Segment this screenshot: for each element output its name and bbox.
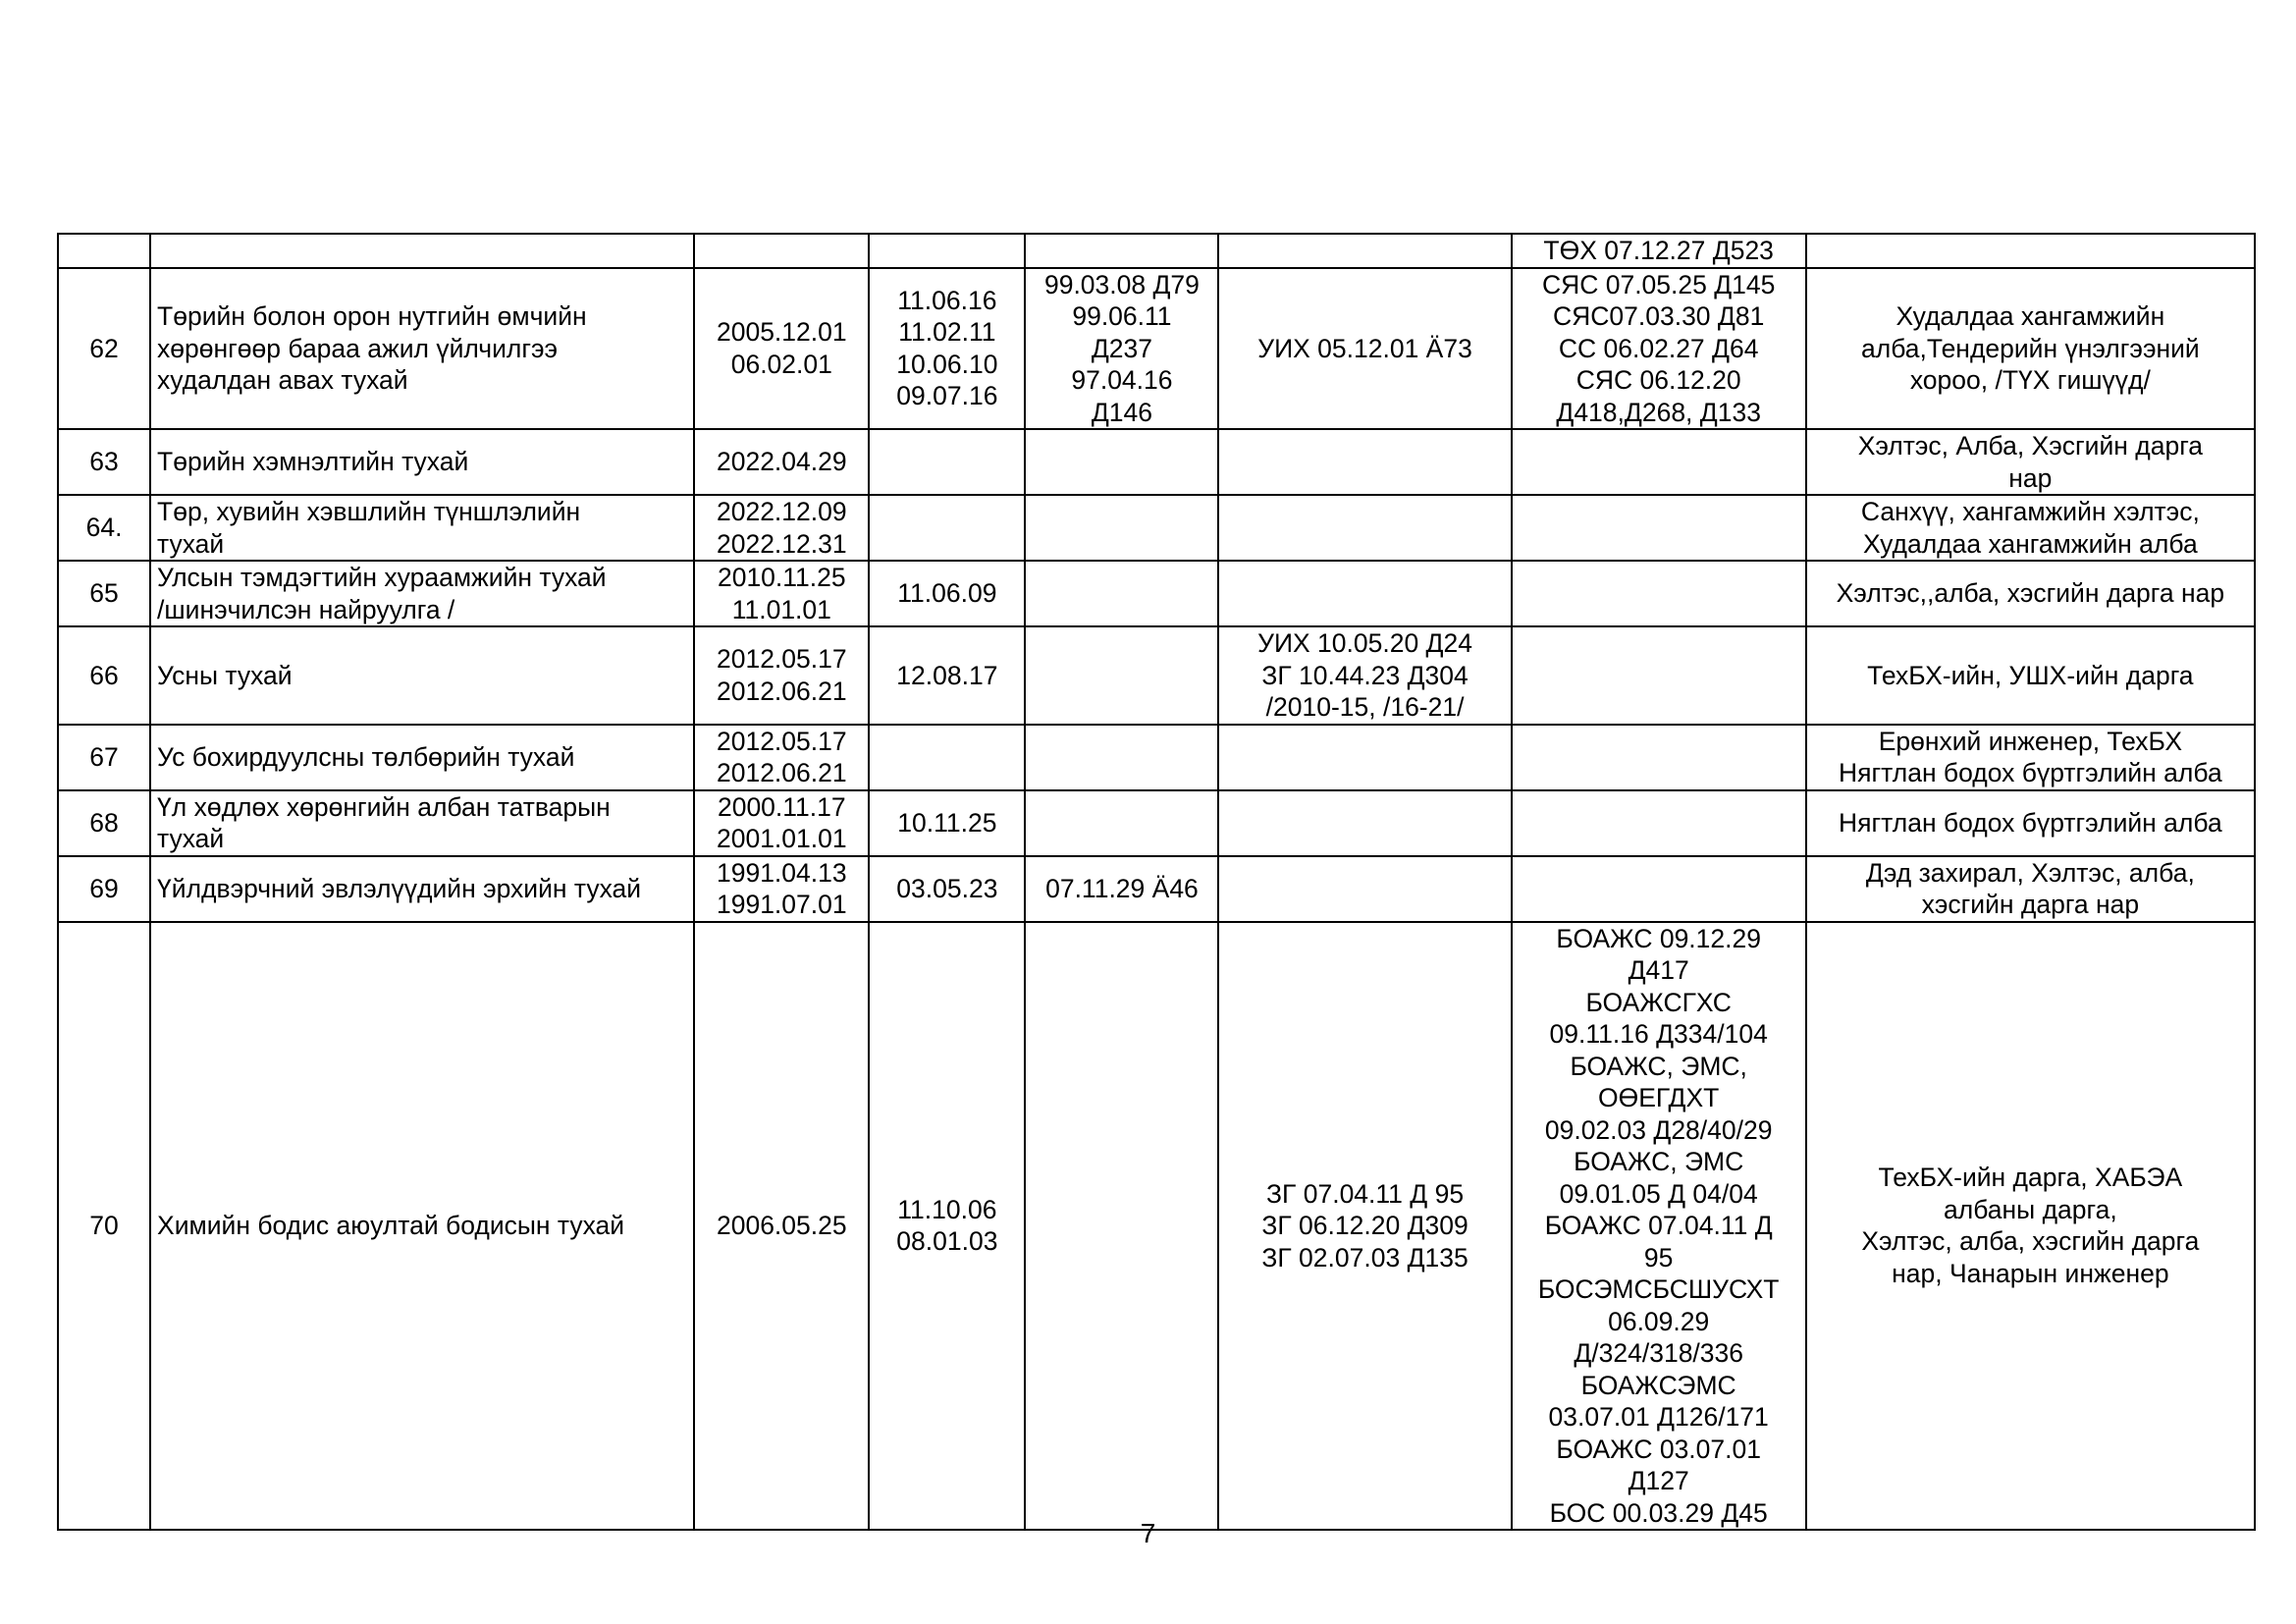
cell-text-line: Улсын тэмдэгтийн хураамжийн тухай (157, 563, 607, 592)
table-row (58, 429, 2255, 495)
cell-text-line: БОАЖС 03.07.01 (1556, 1434, 1761, 1464)
cell-text-line: тухай (157, 528, 225, 559)
law-title-cell (150, 429, 694, 495)
adopted-effective-dates-cell (694, 790, 869, 856)
cell-text-line: 99.06.11 (1072, 301, 1172, 331)
cell-text-line: худалдан авах тухай (157, 365, 408, 395)
amendment-dates-cell (869, 922, 1025, 1531)
law-title-cell (150, 725, 694, 790)
law-title-cell (150, 626, 694, 725)
cell-text-line: Хэлтэс, алба, хэсгийн дарга (1861, 1226, 2200, 1257)
amendment-dates-cell (869, 234, 1025, 268)
row-number-cell (58, 790, 150, 856)
cell-text-line: /2010-15, /16-21/ (1265, 692, 1465, 722)
cell-text-line: ТехБХ-ийн, УШХ-ийн дарга (1867, 660, 2194, 690)
cell-text-line: 2022.04.29 (716, 447, 847, 477)
cell-text-line: нар, Чанарын инженер (1892, 1258, 2169, 1288)
government-resolution-cell (1218, 561, 1511, 626)
amendment-dates-cell (869, 495, 1025, 561)
law-title-cell (150, 790, 694, 856)
cell-text-line: БОС 00.03.29 Д45 (1549, 1497, 1768, 1528)
cell-text-line: БОАЖС 07.04.11 Д (1544, 1211, 1773, 1240)
row-number-cell (58, 429, 150, 495)
cell-text-line: 2012.06.21 (716, 758, 847, 787)
amendment-dates-cell (869, 626, 1025, 725)
cell-text-line: Д237 (1091, 333, 1153, 363)
related-decision-cell (1025, 725, 1218, 790)
cell-text-line: 95 (1643, 1242, 1674, 1272)
related-decision-cell (1025, 922, 1218, 1531)
ministry-order-cell (1512, 790, 1806, 856)
law-title-cell (150, 268, 694, 430)
row-number-cell (58, 234, 150, 268)
adopted-effective-dates-cell (694, 268, 869, 430)
cell-text: 69 (89, 873, 119, 903)
cell-text-line: 99.03.08 Д79 (1043, 269, 1200, 299)
row-number-cell (58, 922, 150, 1531)
cell-text-line: /шинэчилсэн найруулга / (157, 594, 455, 624)
cell-text: 68 (89, 807, 119, 838)
responsible-unit-cell (1806, 856, 2255, 922)
responsible-unit-cell (1806, 626, 2255, 725)
related-decision-cell (1025, 234, 1218, 268)
cell-text-line: нар (2008, 462, 2053, 493)
cell-text-line: ОӨЕГДХТ (1598, 1083, 1720, 1112)
cell-text-line: 11.10.06 (897, 1194, 997, 1224)
cell-text-line: Төр, хувийн хэвшлийн түншлэлийн (157, 497, 581, 526)
row-number-cell (58, 725, 150, 790)
related-decision-cell (1025, 856, 1218, 922)
table-row (58, 725, 2255, 790)
cell-text-line: УИХ 10.05.20 Д24 (1257, 628, 1472, 658)
cell-text-line: Ерөнхий инженер, ТехБХ (1878, 726, 2183, 756)
responsible-unit-cell (1806, 561, 2255, 626)
table-row (58, 268, 2255, 430)
amendment-dates-cell (869, 790, 1025, 856)
related-decision-cell (1025, 268, 1218, 430)
government-resolution-cell (1218, 922, 1511, 1531)
cell-text-line: 09.07.16 (896, 381, 998, 411)
ministry-order-cell (1512, 561, 1806, 626)
cell-text-line: Усны тухай (157, 660, 293, 690)
cell-text-line: 11.06.09 (897, 578, 997, 609)
cell-text-line: 11.01.01 (731, 594, 831, 624)
related-decision-cell (1025, 495, 1218, 561)
cell-text: 70 (89, 1211, 119, 1240)
cell-text-line: ТӨХ 07.12.27 Д523 (1543, 236, 1774, 265)
row-number-cell (58, 495, 150, 561)
table-row (58, 234, 2255, 268)
cell-text-line: ЗГ 02.07.03 Д135 (1261, 1242, 1468, 1272)
cell-text-line: 2006.05.25 (716, 1211, 847, 1240)
cell-text-line: Д/324/318/336 (1574, 1338, 1744, 1368)
cell-text-line: БОАЖСЭМС (1580, 1370, 1736, 1400)
cell-text-line: 10.06.10 (896, 349, 998, 379)
cell-text: 62 (89, 333, 119, 363)
amendment-dates-cell (869, 856, 1025, 922)
government-resolution-cell (1218, 856, 1511, 922)
law-title-cell (150, 234, 694, 268)
row-number-cell (58, 856, 150, 922)
cell-text-line: СЯС 07.05.25 Д145 (1541, 269, 1776, 299)
ministry-order-cell (1512, 268, 1806, 430)
ministry-order-cell (1512, 922, 1806, 1531)
cell-text-line: Худалдаа хангамжийн (1896, 301, 2165, 331)
cell-text-line: БОАЖС, ЭМС (1574, 1147, 1744, 1176)
cell-text-line: Д127 (1628, 1466, 1689, 1495)
table-row (58, 495, 2255, 561)
cell-text: 63 (89, 447, 119, 477)
cell-text-line: 2022.12.31 (716, 528, 847, 559)
cell-text-line: 2012.06.21 (716, 676, 847, 706)
law-title-cell (150, 922, 694, 1531)
cell-text-line: Худалдаа хангамжийн алба (1863, 528, 2198, 559)
adopted-effective-dates-cell (694, 561, 869, 626)
cell-text-line: Нягтлан бодох бүртгэлийн алба (1839, 807, 2222, 838)
cell-text-line: СЯС 06.12.20 (1575, 365, 1741, 395)
cell-text-line: БОАЖС 09.12.29 (1556, 923, 1761, 953)
cell-text-line: 2012.05.17 (716, 644, 847, 675)
cell-text-line: тухай (157, 824, 225, 853)
government-resolution-cell (1218, 429, 1511, 495)
cell-text-line: Д417 (1628, 955, 1689, 985)
ministry-order-cell (1512, 429, 1806, 495)
cell-text-line: 1991.07.01 (716, 890, 847, 919)
cell-text: 65 (89, 578, 119, 609)
amendment-dates-cell (869, 561, 1025, 626)
ministry-order-cell (1512, 626, 1806, 725)
cell-text-line: Химийн бодис аюултай бодисын тухай (157, 1211, 625, 1240)
cell-text-line: 08.01.03 (896, 1226, 998, 1257)
cell-text-line: 12.08.17 (896, 660, 998, 690)
government-resolution-cell (1218, 725, 1511, 790)
cell-text-line: 10.11.25 (897, 807, 997, 838)
cell-text-line: хороо, /ТҮХ гишүүд/ (1909, 365, 2151, 395)
table-row (58, 856, 2255, 922)
adopted-effective-dates-cell (694, 495, 869, 561)
government-resolution-cell (1218, 626, 1511, 725)
cell-text-line: 09.11.16 Д334/104 (1549, 1019, 1768, 1049)
government-resolution-cell (1218, 790, 1511, 856)
responsible-unit-cell (1806, 725, 2255, 790)
cell-text-line: БОАЖС, ЭМС, (1570, 1051, 1747, 1081)
cell-text-line: 97.04.16 (1071, 365, 1173, 395)
cell-text-line: 11.06.16 (897, 285, 997, 315)
cell-text-line: 2005.12.01 (716, 317, 847, 348)
cell-text-line: Нягтлан бодох бүртгэлийн алба (1839, 758, 2222, 787)
cell-text-line: УИХ 05.12.01 Ä73 (1257, 333, 1472, 363)
table-row (58, 790, 2255, 856)
responsible-unit-cell (1806, 922, 2255, 1531)
adopted-effective-dates-cell (694, 626, 869, 725)
cell-text: 64. (85, 513, 123, 543)
cell-text: 66 (89, 660, 119, 690)
ministry-order-cell (1512, 495, 1806, 561)
amendment-dates-cell (869, 429, 1025, 495)
ministry-order-cell (1512, 725, 1806, 790)
cell-text-line: 2022.12.09 (716, 497, 847, 526)
cell-text-line: албаны дарга, (1944, 1194, 2117, 1224)
ministry-order-cell (1512, 234, 1806, 268)
cell-text-line: Хэлтэс,,алба, хэсгийн дарга нар (1836, 578, 2225, 609)
cell-text-line: 03.05.23 (896, 873, 998, 903)
cell-text-line: 07.11.29 Ä46 (1045, 873, 1199, 903)
related-decision-cell (1025, 790, 1218, 856)
cell-text-line: БОАЖСГХС (1585, 987, 1732, 1017)
cell-text-line: 11.02.11 (898, 317, 996, 348)
cell-text-line: Ус бохирдуулсны төлбөрийн тухай (157, 741, 575, 772)
adopted-effective-dates-cell (694, 234, 869, 268)
cell-text-line: 2010.11.25 (717, 563, 846, 592)
laws-table (57, 233, 2256, 1531)
row-number-cell (58, 268, 150, 430)
adopted-effective-dates-cell (694, 922, 869, 1531)
cell-text-line: 2000.11.17 (717, 791, 846, 822)
cell-text-line: хэсгийн дарга нар (1921, 890, 2140, 919)
table-row (58, 626, 2255, 725)
government-resolution-cell (1218, 268, 1511, 430)
cell-text-line: Д146 (1091, 397, 1153, 427)
adopted-effective-dates-cell (694, 429, 869, 495)
law-title-cell (150, 561, 694, 626)
cell-text-line: ЗГ 10.44.23 Д304 (1261, 660, 1468, 690)
cell-text-line: Үйлдвэрчний эвлэлүүдийн эрхийн тухай (157, 873, 642, 903)
cell-text-line: 03.07.01 Д126/171 (1548, 1402, 1769, 1432)
cell-text: 67 (89, 741, 119, 772)
related-decision-cell (1025, 429, 1218, 495)
ministry-order-cell (1512, 856, 1806, 922)
adopted-effective-dates-cell (694, 725, 869, 790)
row-number-cell (58, 626, 150, 725)
responsible-unit-cell (1806, 429, 2255, 495)
cell-text-line: 09.02.03 Д28/40/29 (1544, 1114, 1773, 1145)
cell-text-line: ЗГ 06.12.20 Д309 (1261, 1211, 1468, 1240)
cell-text-line: БОСЭМСБСШУСХТ (1537, 1274, 1780, 1304)
table-row (58, 561, 2255, 626)
cell-text-line: Санхүү, хангамжийн хэлтэс, (1860, 497, 2200, 526)
cell-text-line: Хэлтэс, Алба, Хэсгийн дарга (1857, 431, 2204, 460)
cell-text-line: Үл хөдлөх хөрөнгийн албан татварын (157, 791, 611, 822)
cell-text-line: Төрийн хэмнэлтийн тухай (157, 447, 469, 477)
cell-text-line: 2001.01.01 (716, 824, 847, 853)
responsible-unit-cell (1806, 234, 2255, 268)
amendment-dates-cell (869, 725, 1025, 790)
row-number-cell (58, 561, 150, 626)
government-resolution-cell (1218, 495, 1511, 561)
responsible-unit-cell (1806, 268, 2255, 430)
adopted-effective-dates-cell (694, 856, 869, 922)
amendment-dates-cell (869, 268, 1025, 430)
cell-text-line: СЯС07.03.30 Д81 (1552, 301, 1765, 331)
law-title-cell (150, 856, 694, 922)
responsible-unit-cell (1806, 790, 2255, 856)
cell-text-line: 2012.05.17 (716, 726, 847, 756)
cell-text-line: Төрийн болон орон нутгийн өмчийн (157, 301, 587, 331)
cell-text-line: ЗГ 07.04.11 Д 95 (1266, 1178, 1465, 1209)
related-decision-cell (1025, 561, 1218, 626)
table-row (58, 922, 2255, 1531)
law-title-cell (150, 495, 694, 561)
cell-text-line: Д418,Д268, Д133 (1556, 397, 1761, 427)
cell-text-line: 1991.04.13 (716, 857, 847, 888)
cell-text-line: Дэд захирал, Хэлтэс, алба, (1865, 857, 2195, 888)
cell-text-line: 09.01.05 Д 04/04 (1559, 1178, 1758, 1209)
cell-text-line: алба,Тендерийн үнэлгээний (1861, 333, 2200, 363)
page-number: 7 (1140, 1518, 1156, 1548)
cell-text-line: СС 06.02.27 Д64 (1558, 333, 1759, 363)
cell-text-line: 06.09.29 (1608, 1306, 1710, 1336)
cell-text-line: хөрөнгөөр бараа ажил үйлчилгээ (157, 333, 559, 363)
cell-text-line: ТехБХ-ийн дарга, ХАБЭА (1878, 1163, 2183, 1193)
government-resolution-cell (1218, 234, 1511, 268)
responsible-unit-cell (1806, 495, 2255, 561)
related-decision-cell (1025, 626, 1218, 725)
cell-text-line: 06.02.01 (730, 349, 832, 379)
